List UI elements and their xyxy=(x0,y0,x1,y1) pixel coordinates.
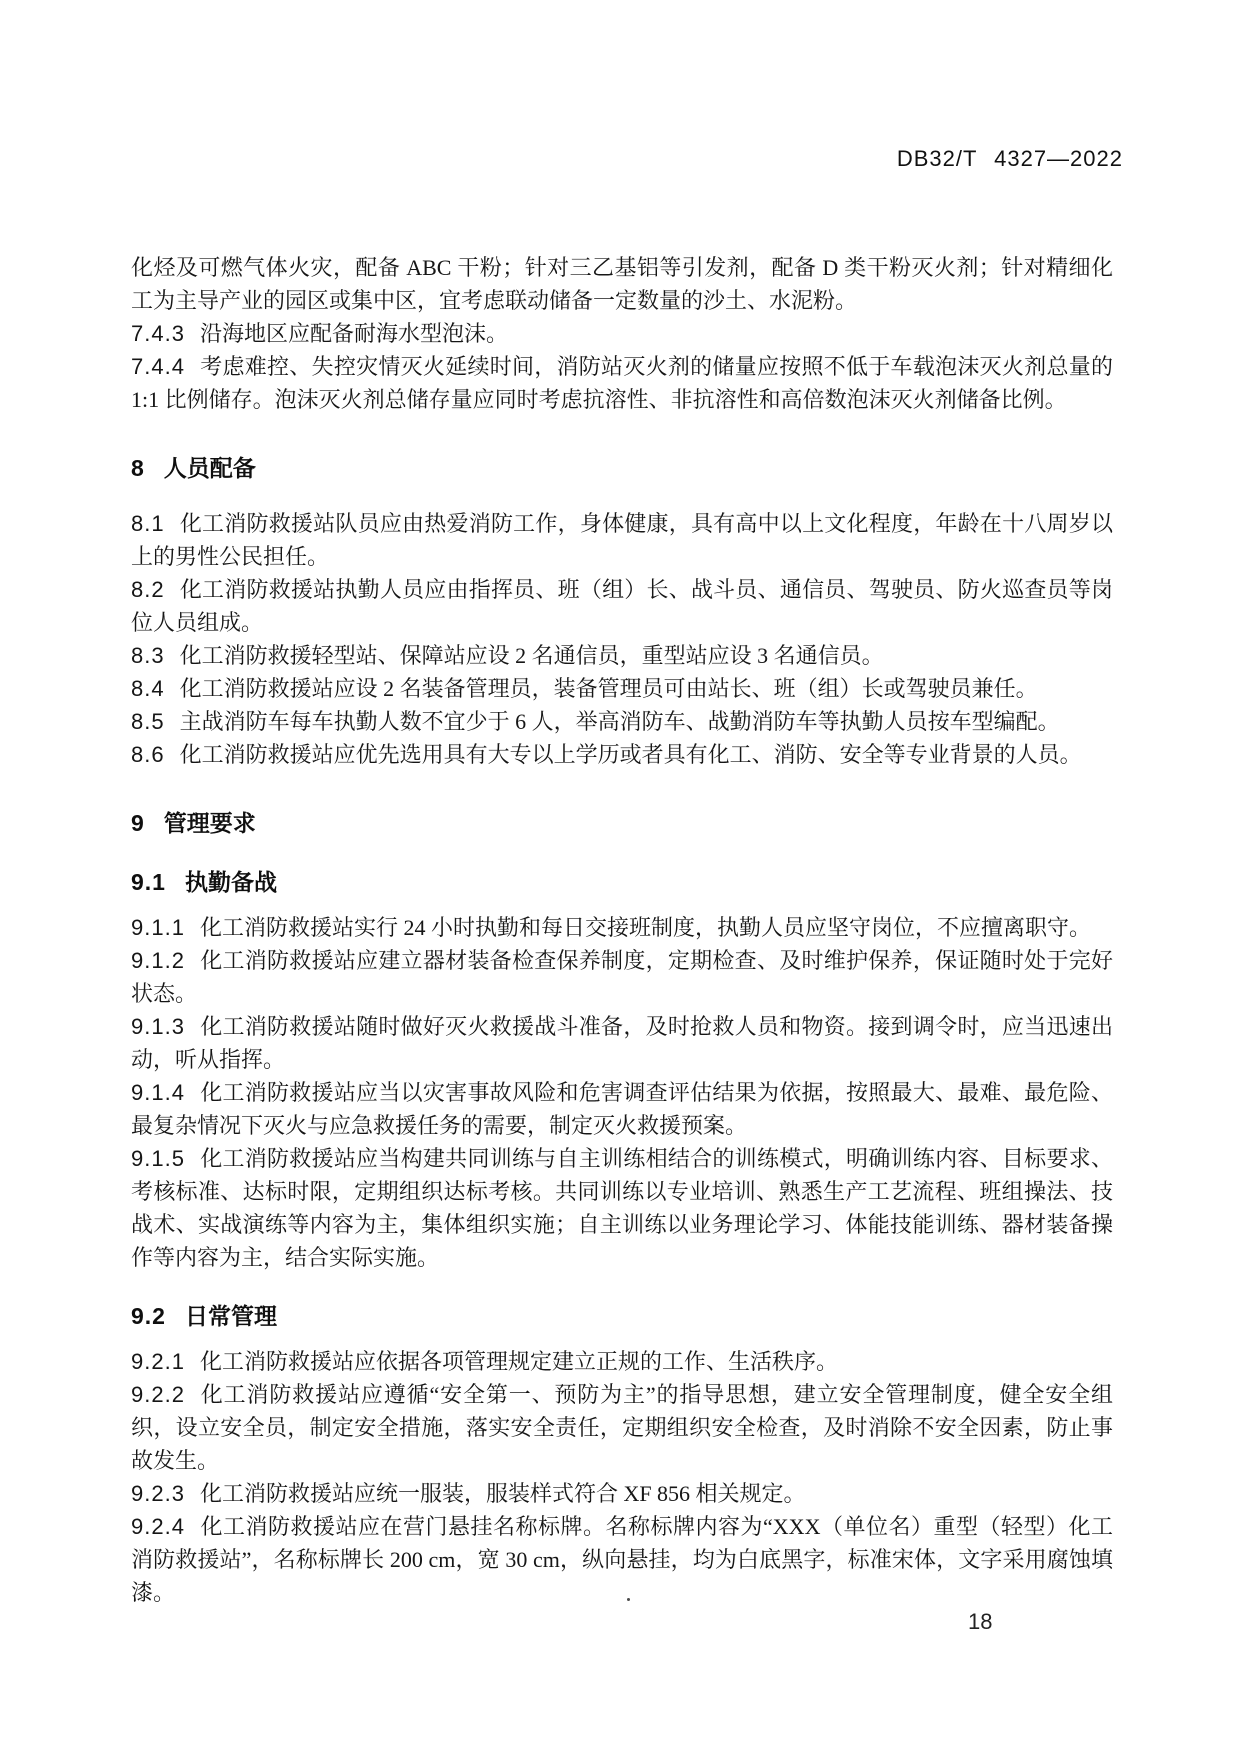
clause-text: 管理要求 xyxy=(163,810,256,836)
clause-paragraph xyxy=(131,944,1113,1010)
clause-paragraph xyxy=(131,672,1113,705)
clause-number: 9 xyxy=(131,810,145,836)
clause-text: 化工消防救援站应当以灾害事故风险和危害调查评估结果为依据，按照最大、最难、最危险、最复杂情况下灭火与应急救援任务的需要，制定灭火救援预案。 xyxy=(131,1080,1113,1138)
clause-number: 9.1.5 xyxy=(131,1146,185,1171)
clause-number: 8.6 xyxy=(131,742,165,767)
clause-paragraph xyxy=(131,738,1113,771)
page-footer xyxy=(968,1609,992,1635)
clause-text: 化工消防救援站应设 2 名装备管理员，装备管理员可由站长、班（组）长或驾驶员兼任。 xyxy=(179,676,1038,701)
clause-number: 9.1.3 xyxy=(131,1014,185,1039)
clause-number: 9.1.4 xyxy=(131,1080,185,1105)
clause-text: 化工消防救援站执勤人员应由指挥员、班（组）长、战斗员、通信员、驾驶员、防火巡查员等岗位人员组成。 xyxy=(131,577,1113,635)
clause-number: 7.4.3 xyxy=(131,321,185,346)
clause-paragraph xyxy=(131,639,1113,672)
clause-number: 8.4 xyxy=(131,676,165,701)
clause-number: 8.5 xyxy=(131,709,165,734)
clause-text: 化工消防救援轻型站、保障站应设 2 名通信员，重型站应设 3 名通信员。 xyxy=(179,643,884,668)
clause-text: 沿海地区应配备耐海水型泡沫。 xyxy=(199,321,508,346)
clause-text: 化工消防救援站应建立器材装备检查保养制度，定期检查、及时维护保养，保证随时处于完好状态。 xyxy=(131,948,1113,1006)
clause-paragraph xyxy=(131,573,1113,639)
sub-heading xyxy=(131,1300,1113,1333)
doc-number: DB32/T 4327—2022 xyxy=(896,146,1123,171)
clause-text: 化工消防救援站随时做好灭火救援战斗准备，及时抢救人员和物资。接到调令时，应当迅速出动，听从指挥。 xyxy=(131,1014,1113,1072)
clause-text: 化烃及可燃气体火灾，配备 ABC 干粉；针对三乙基铝等引发剂，配备 D 类干粉灭火剂；针对精细化工为主导产业的园区或集中区，宜考虑联动储备一定数量的沙土、水泥粉。 xyxy=(131,255,1113,313)
clause-text: 日常管理 xyxy=(184,1303,277,1329)
clause-paragraph xyxy=(131,705,1113,738)
clause-number: 9.1.2 xyxy=(131,948,185,973)
clause-number: 8.2 xyxy=(131,577,165,602)
clause-paragraph xyxy=(131,317,1113,350)
clause-number: 7.4.4 xyxy=(131,354,185,379)
clause-paragraph xyxy=(131,1010,1113,1076)
page-number: 18 xyxy=(968,1609,993,1634)
clause-text: 化工消防救援站应统一服装，服装样式符合 XF 856 相关规定。 xyxy=(199,1481,806,1506)
clause-number: 8 xyxy=(131,455,145,481)
clause-number: 9.2.4 xyxy=(131,1514,185,1539)
section-heading xyxy=(131,452,1113,485)
section-heading xyxy=(131,807,1113,840)
clause-paragraph xyxy=(131,507,1113,573)
continuation-paragraph xyxy=(131,251,1113,317)
stray-speck xyxy=(627,1598,630,1601)
page-header xyxy=(897,146,1123,172)
clause-paragraph xyxy=(131,911,1113,944)
clause-text: 化工消防救援站应优先选用具有大专以上学历或者具有化工、消防、安全等专业背景的人员。 xyxy=(179,742,1082,767)
clause-text: 化工消防救援站应依据各项管理规定建立正规的工作、生活秩序。 xyxy=(199,1349,838,1374)
clause-paragraph xyxy=(131,1142,1113,1274)
clause-number: 9.2.3 xyxy=(131,1481,185,1506)
clause-number: 9.2.2 xyxy=(131,1382,185,1407)
clause-text: 执勤备战 xyxy=(184,869,277,895)
clause-number: 9.1 xyxy=(131,869,166,895)
clause-number: 9.2.1 xyxy=(131,1349,185,1374)
clause-number: 9.1.1 xyxy=(131,915,185,940)
clause-text: 考虑难控、失控灾情灭火延续时间，消防站灭火剂的储量应按照不低于车载泡沫灭火剂总量的 1:1 比例储存。泡沫灭火剂总储存量应同时考虑抗溶性、非抗溶性和高倍数泡沫灭火剂储备比例。 xyxy=(131,354,1113,412)
clause-number: 9.2 xyxy=(131,1303,166,1329)
clause-paragraph xyxy=(131,1477,1113,1510)
clause-text: 化工消防救援站实行 24 小时执勤和每日交接班制度，执勤人员应坚守岗位，不应擅离职守。 xyxy=(199,915,1091,940)
document-body xyxy=(131,251,1113,1609)
clause-text: 主战消防车每车执勤人数不宜少于 6 人，举高消防车、战勤消防车等执勤人员按车型编配。 xyxy=(179,709,1060,734)
clause-text: 人员配备 xyxy=(163,455,256,481)
clause-text: 化工消防救援站应遵循“安全第一、预防为主”的指导思想，建立安全管理制度，健全安全组织，设立安全员，制定安全措施，落实安全责任，定期组织安全检查，及时消除不安全因素，防止事故发生。 xyxy=(131,1382,1113,1473)
clause-number: 8.1 xyxy=(131,511,165,536)
clause-paragraph xyxy=(131,1076,1113,1142)
clause-number: 8.3 xyxy=(131,643,165,668)
clause-text: 化工消防救援站队员应由热爱消防工作，身体健康，具有高中以上文化程度，年龄在十八周岁以上的男性公民担任。 xyxy=(131,511,1113,569)
clause-paragraph xyxy=(131,1510,1113,1609)
clause-paragraph xyxy=(131,1378,1113,1477)
clause-text: 化工消防救援站应在营门悬挂名称标牌。名称标牌内容为“XXX（单位名）重型（轻型）化工消防救援站”，名称标牌长 200 cm，宽 30 cm，纵向悬挂，均为白底黑字，标准宋体，文字采用腐蚀填漆。 xyxy=(131,1514,1113,1605)
clause-paragraph xyxy=(131,1345,1113,1378)
sub-heading xyxy=(131,866,1113,899)
clause-text: 化工消防救援站应当构建共同训练与自主训练相结合的训练模式，明确训练内容、目标要求、考核标准、达标时限，定期组织达标考核。共同训练以专业培训、熟悉生产工艺流程、班组操法、技战术、实战演练等内容为主，集体组织实施；自主训练以业务理论学习、体能技能训练、器材装备操作等内容为主，结合实际实施。 xyxy=(131,1146,1113,1270)
clause-paragraph xyxy=(131,350,1113,416)
